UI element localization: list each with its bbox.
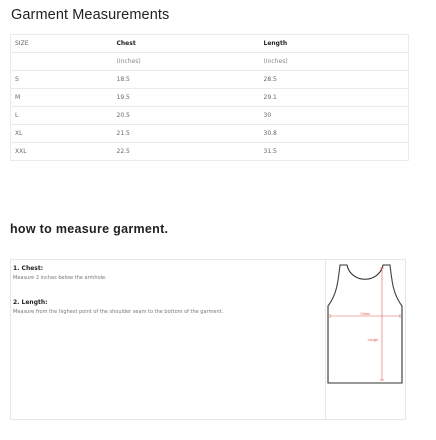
table-row (11, 107, 409, 125)
length-cell: 30.8 (260, 125, 409, 143)
chest-cell: 18.5 (113, 71, 260, 89)
chest-cell: 21.5 (113, 125, 260, 143)
size-cell: S (11, 71, 113, 89)
size-unit (11, 53, 113, 71)
chest-diagram-label: Chest (360, 312, 370, 316)
size-column-header: SIZE (15, 40, 29, 47)
size-cell: XL (11, 125, 113, 143)
table-row (11, 89, 409, 107)
tank-top-outline (328, 265, 402, 383)
length-step (13, 299, 223, 315)
tank-top-neckline (347, 265, 383, 279)
page-title: Garment Measurements (11, 7, 170, 23)
tank-top-armhole-right (390, 265, 402, 306)
chest-step (13, 265, 107, 281)
length-unit: (Inches) (260, 53, 409, 71)
length-cell: 30 (260, 107, 409, 125)
table-row (11, 143, 409, 161)
how-to-measure-heading: how to measure garment. (10, 222, 169, 236)
length-cell: 28.5 (260, 71, 409, 89)
chest-cell: 22.5 (113, 143, 260, 161)
chest-cell: 20.5 (113, 107, 260, 125)
chest-column-header: Chest (116, 40, 136, 47)
chest-step-description: Measure 2 inches below the armhole. (13, 275, 107, 281)
tank-top-armhole-left (328, 265, 340, 306)
tank-top-diagram (326, 262, 404, 386)
chest-unit: (Inches) (113, 53, 260, 71)
table-header-row (11, 35, 409, 53)
length-step-title: 2. Length: (13, 299, 48, 306)
length-step-description: Measure from the highest point of the shoulder seam to the bottom of the garment. (13, 309, 224, 315)
table-row (11, 71, 409, 89)
chest-cell: 19.5 (113, 89, 260, 107)
size-cell: L (11, 107, 113, 125)
table-row (11, 125, 409, 143)
chest-step-title: 1. Chest: (13, 265, 44, 272)
size-cell: M (11, 89, 113, 107)
size-cell: XXL (11, 143, 113, 161)
length-diagram-label: Length (367, 338, 379, 342)
length-cell: 31.5 (260, 143, 409, 161)
length-column-header: Length (263, 40, 288, 47)
table-units-row (11, 53, 409, 71)
length-cell: 29.1 (260, 89, 409, 107)
size-chart-table (10, 34, 409, 161)
